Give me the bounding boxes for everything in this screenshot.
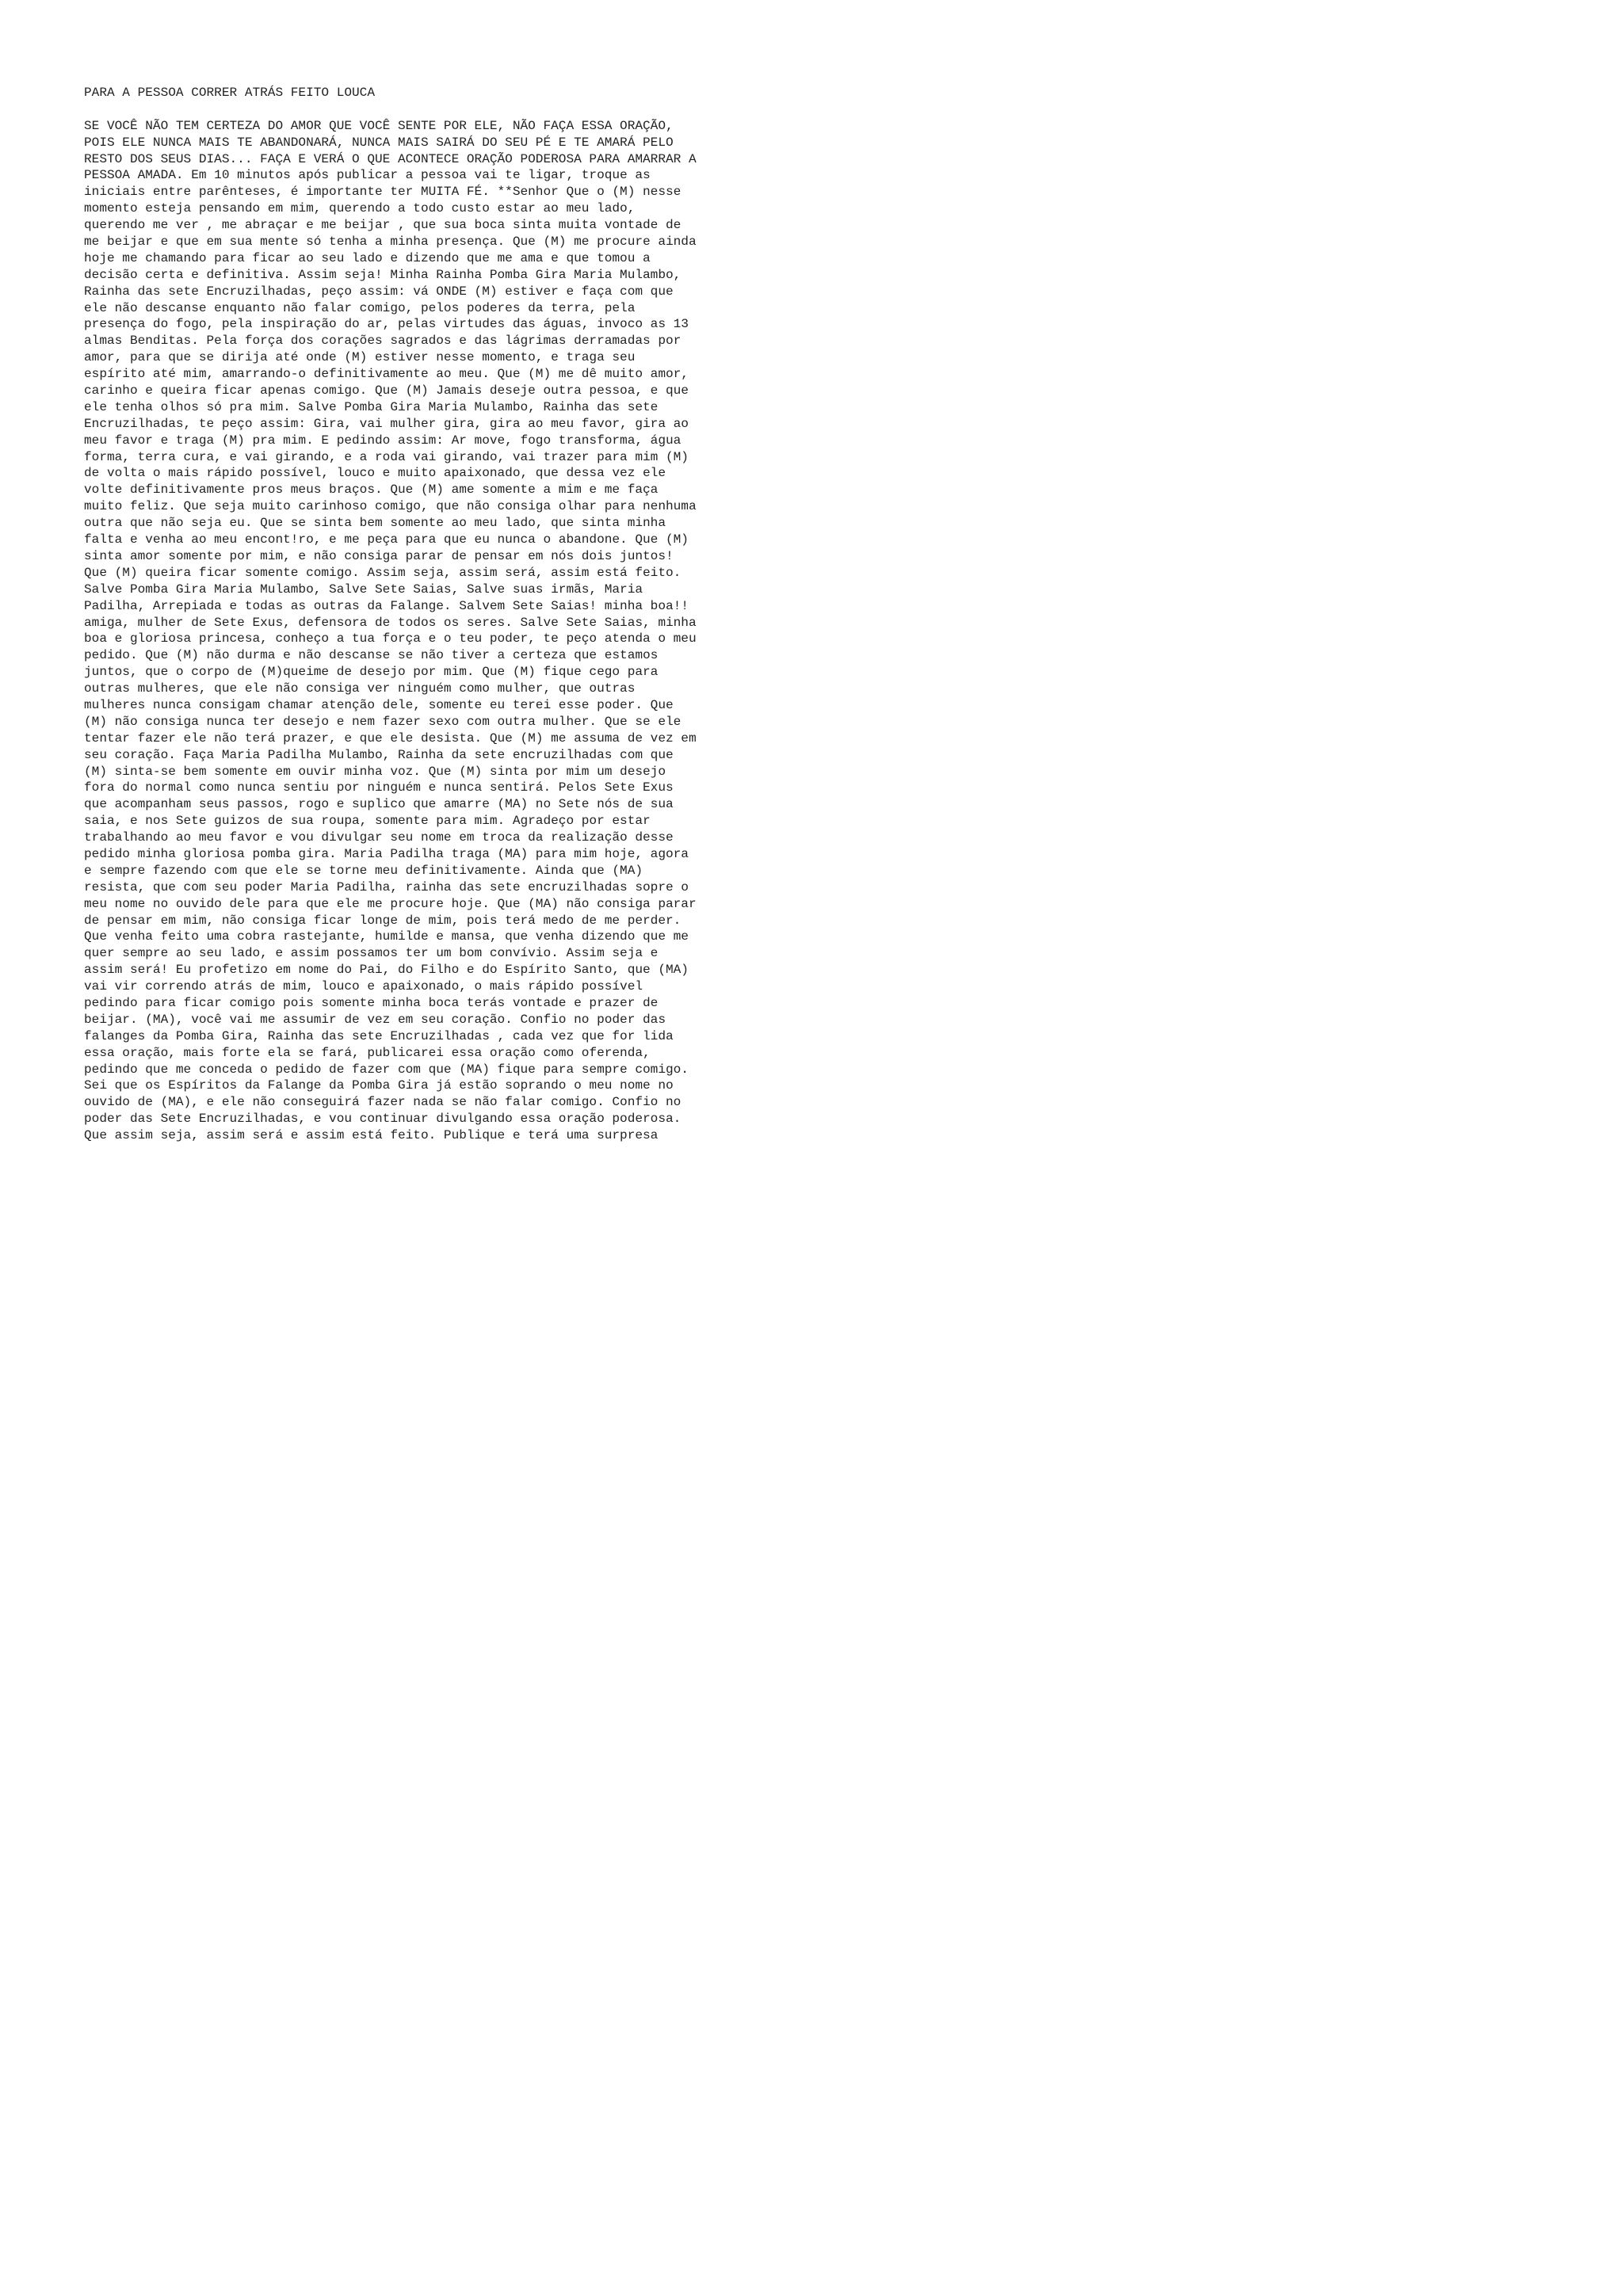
text-line: Sei que os Espíritos da Falange da Pomba Gira já estão soprando o meu nome no — [84, 1078, 674, 1093]
text-line: beijar. (MA), você vai me assumir de vez em seu coração. Confio no poder das — [84, 1012, 666, 1027]
text-line: Rainha das sete Encruzilhadas, peço assim: vá ONDE (M) estiver e faça com que — [84, 284, 674, 299]
text-line: trabalhando ao meu favor e vou divulgar seu nome em troca da realização desse — [84, 830, 674, 845]
text-line: volte definitivamente pros meus braços. Que (M) ame somente a mim e me faça — [84, 482, 659, 498]
text-line: outra que não seja eu. Que se sinta bem somente ao meu lado, que sinta minha — [84, 516, 666, 531]
text-line: que acompanham seus passos, rogo e suplico que amarre (MA) no Sete nós de sua — [84, 797, 674, 812]
text-line: vai vir correndo atrás de mim, louco e apaixonado, o mais rápido possível — [84, 979, 643, 994]
text-line: carinho e queira ficar apenas comigo. Que (M) Jamais deseje outra pessoa, e que — [84, 383, 689, 399]
text-line: juntos, que o corpo de (M)queime de desejo por mim. Que (M) fique cego para — [84, 665, 659, 680]
text-line: falta e venha ao meu encont!ro, e me peça para que eu nunca o abandone. Que (M) — [84, 532, 689, 547]
text-line: falanges da Pomba Gira, Rainha das sete Encruzilhadas , cada vez que for lida — [84, 1028, 674, 1043]
text-line: muito feliz. Que seja muito carinhoso comigo, que não consiga olhar para nenhuma — [84, 499, 697, 514]
text-line: almas Benditas. Pela força dos corações sagrados e das lágrimas derramadas por — [84, 334, 682, 349]
text-line: quer sempre ao seu lado, e assim possamos ter um bom convívio. Assim seja e — [84, 946, 659, 961]
text-line: seu coração. Faça Maria Padilha Mulambo, Rainha da sete encruzilhadas com que — [84, 747, 674, 762]
text-line: essa oração, mais forte ela se fará, publicarei essa oração como oferenda, — [84, 1045, 651, 1060]
text-line: meu favor e traga (M) pra mim. E pedindo assim: Ar move, fogo transforma, água — [84, 433, 682, 448]
text-line: boa e gloriosa princesa, conheço a tua força e o teu poder, te peço atenda o meu — [84, 631, 697, 646]
text-line: forma, terra cura, e vai girando, e a roda vai girando, vai trazer para mim (M) — [84, 449, 689, 464]
text-line: SE VOCÊ NÃO TEM CERTEZA DO AMOR QUE VOCÊ SENTE POR ELE, NÃO FAÇA ESSA ORAÇÃO, — [84, 118, 674, 133]
text-line: pedindo para ficar comigo pois somente minha boca terás vontade e prazer de — [84, 995, 659, 1010]
text-line: Padilha, Arrepiada e todas as outras da Falange. Salvem Sete Saias! minha boa!! — [84, 598, 689, 613]
text-line: fora do normal como nunca sentiu por ninguém e nunca sentirá. Pelos Sete Exus — [84, 780, 674, 795]
text-line: iniciais entre parênteses, é importante ter MUITA FÉ. **Senhor Que o (M) nesse — [84, 185, 682, 200]
text-line: amiga, mulher de Sete Exus, defensora de todos os seres. Salve Sete Saias, minha — [84, 615, 697, 630]
text-line: PESSOA AMADA. Em 10 minutos após publicar a pessoa vai te ligar, troque as — [84, 168, 651, 183]
text-line: assim será! Eu profetizo em nome do Pai, do Filho e do Espírito Santo, que (MA) — [84, 963, 689, 978]
text-line: ouvido de (MA), e ele não conseguirá fazer nada se não falar comigo. Confio no — [84, 1095, 682, 1110]
text-line: pedido. Que (M) não durma e não descanse se não tiver a certeza que estamos — [84, 648, 659, 663]
text-line: ele não descanse enquanto não falar comigo, pelos poderes da terra, pela — [84, 300, 636, 315]
text-line: (M) não consiga nunca ter desejo e nem fazer sexo com outra mulher. Que se ele — [84, 714, 682, 729]
text-line: presença do fogo, pela inspiração do ar, pelas virtudes das águas, invoco as 13 — [84, 317, 689, 332]
text-line: tentar fazer ele não terá prazer, e que ele desista. Que (M) me assuma de vez em — [84, 730, 697, 746]
text-line: hoje me chamando para ficar ao seu lado e dizendo que me ama e que tomou a — [84, 250, 651, 265]
text-line: saia, e nos Sete guizos de sua roupa, somente para mim. Agradeço por estar — [84, 814, 651, 829]
text-line: ele tenha olhos só pra mim. Salve Pomba Gira Maria Mulambo, Rainha das sete — [84, 399, 659, 414]
text-line: Que (M) queira ficar somente comigo. Assim seja, assim será, assim está feito. — [84, 565, 682, 580]
text-line: poder das Sete Encruzilhadas, e vou continuar divulgando essa oração poderosa. — [84, 1112, 682, 1127]
text-line: meu nome no ouvido dele para que ele me procure hoje. Que (MA) não consiga parar — [84, 896, 697, 911]
document-body — [84, 118, 797, 1144]
text-line: Que venha feito uma cobra rastejante, humilde e mansa, que venha dizendo que me — [84, 929, 689, 944]
text-line: outras mulheres, que ele não consiga ver ninguém como mulher, que outras — [84, 681, 636, 696]
text-line: de volta o mais rápido possível, louco e muito apaixonado, que dessa vez ele — [84, 466, 666, 481]
text-line: (M) sinta-se bem somente em ouvir minha voz. Que (M) sinta por mim um desejo — [84, 764, 666, 779]
text-line: amor, para que se dirija até onde (M) estiver nesse momento, e traga seu — [84, 350, 636, 365]
document-page — [0, 0, 872, 1233]
text-line: Salve Pomba Gira Maria Mulambo, Salve Sete Saias, Salve suas irmãs, Maria — [84, 582, 643, 597]
text-line: momento esteja pensando em mim, querendo a todo custo estar ao meu lado, — [84, 201, 636, 216]
text-line: RESTO DOS SEUS DIAS... FAÇA E VERÁ O QUE ACONTECE ORAÇÃO PODEROSA PARA AMARRAR A — [84, 151, 697, 166]
text-line: pedido minha gloriosa pomba gira. Maria Padilha traga (MA) para mim hoje, agora — [84, 846, 689, 861]
text-line: me beijar e que em sua mente só tenha a minha presença. Que (M) me procure ainda — [84, 235, 697, 250]
text-line: resista, que com seu poder Maria Padilha, rainha das sete encruzilhadas sopre o — [84, 879, 689, 894]
text-line: de pensar em mim, não consiga ficar longe de mim, pois terá medo de me perder. — [84, 913, 682, 928]
text-line: decisão certa e definitiva. Assim seja! Minha Rainha Pomba Gira Maria Mulambo, — [84, 267, 682, 282]
text-line: sinta amor somente por mim, e não consiga parar de pensar em nós dois juntos! — [84, 548, 674, 563]
text-line: espírito até mim, amarrando-o definitivamente ao meu. Que (M) me dê muito amor, — [84, 367, 689, 382]
text-line: pedindo que me conceda o pedido de fazer com que (MA) fique para sempre comigo. — [84, 1062, 689, 1077]
text-line: POIS ELE NUNCA MAIS TE ABANDONARÁ, NUNCA MAIS SAIRÁ DO SEU PÉ E TE AMARÁ PELO — [84, 135, 674, 150]
text-line: querendo me ver , me abraçar e me beijar , que sua boca sinta muita vontade de — [84, 218, 682, 233]
text-line: mulheres nunca consigam chamar atenção dele, somente eu terei esse poder. Que — [84, 697, 674, 712]
text-line: Que assim seja, assim será e assim está feito. Publique e terá uma surpresa — [84, 1128, 659, 1143]
document-title: PARA A PESSOA CORRER ATRÁS FEITO LOUCA — [84, 86, 375, 100]
document-content — [84, 85, 797, 1144]
text-line: e sempre fazendo com que ele se torne meu definitivamente. Ainda que (MA) — [84, 863, 643, 878]
text-line: Encruzilhadas, te peço assim: Gira, vai mulher gira, gira ao meu favor, gira ao — [84, 416, 689, 431]
